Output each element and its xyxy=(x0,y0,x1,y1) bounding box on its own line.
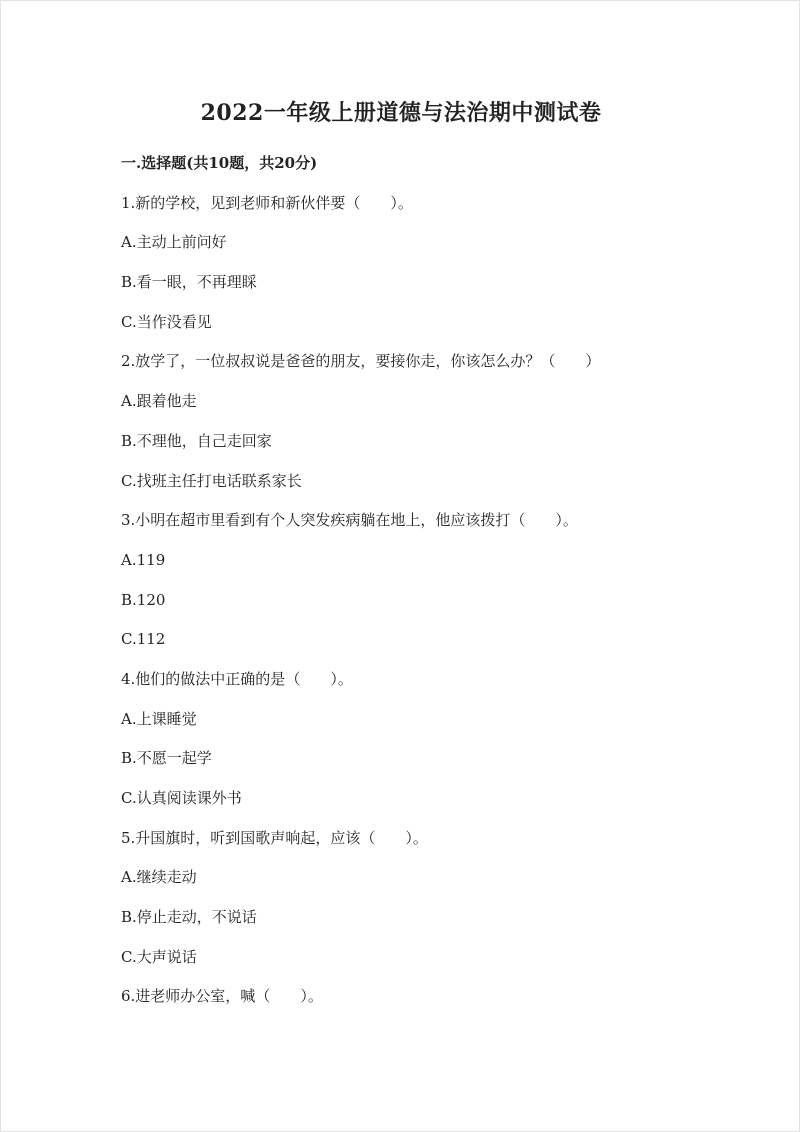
question-list xyxy=(121,144,761,1017)
section-heading: 一.选择题(共10题，共20分) xyxy=(121,154,318,172)
question-3-option-c: C.112 xyxy=(121,630,166,649)
question-3-stem: 3.小明在超市里看到有个人突发疾病躺在地上，他应该拨打（ ）。 xyxy=(121,511,578,530)
question-5-option-b: B.停止走动，不说话 xyxy=(121,908,257,927)
question-3-option-b: B.120 xyxy=(121,590,166,609)
page-title: 2022一年级上册道德与法治期中测试卷 xyxy=(200,100,602,126)
question-2-option-c: C.找班主任打电话联系家长 xyxy=(121,471,302,490)
question-4-option-b: B.不愿一起学 xyxy=(121,749,212,768)
question-5-option-c: C.大声说话 xyxy=(121,947,197,966)
question-1-option-b: B.看一眼，不再理睬 xyxy=(121,273,257,292)
question-1-option-c: C.当作没看见 xyxy=(121,312,212,331)
question-3-option-a: A.119 xyxy=(121,550,166,569)
question-2-stem: 2.放学了，一位叔叔说是爸爸的朋友，要接你走，你该怎么办？（ ） xyxy=(121,352,601,371)
question-4-option-c: C.认真阅读课外书 xyxy=(121,789,242,807)
question-6-stem: 6.进老师办公室，喊（ ）。 xyxy=(121,987,323,1006)
question-1-option-a: A.主动上前问好 xyxy=(121,233,227,252)
question-4-option-a: A.上课睡觉 xyxy=(121,709,197,728)
question-5-stem: 5.升国旗时，听到国歌声响起，应该（ ）。 xyxy=(121,828,428,847)
question-1-stem: 1.新的学校，见到老师和新伙伴要（ ）。 xyxy=(121,193,413,212)
question-2-option-a: A.跟着他走 xyxy=(121,392,197,411)
question-2-option-b: B.不理他，自己走回家 xyxy=(121,431,272,450)
question-4-stem: 4.他们的做法中正确的是（ ）。 xyxy=(121,669,353,688)
question-5-option-a: A.继续走动 xyxy=(121,868,197,887)
